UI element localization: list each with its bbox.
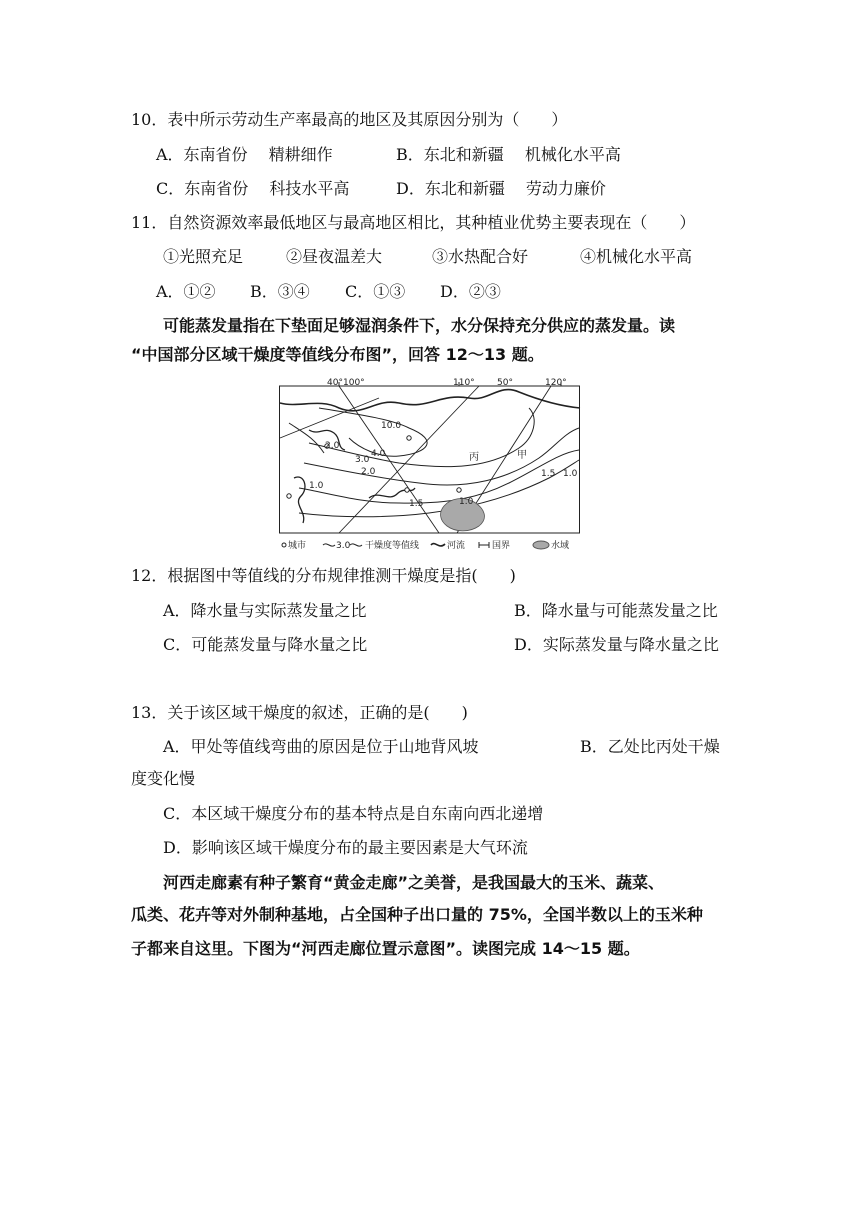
- legend-city: 城市: [288, 541, 307, 551]
- map-top-label-2: 100°: [343, 378, 365, 388]
- question-11-item-1: ①光照充足: [163, 247, 244, 266]
- legend-border: 国界: [492, 541, 511, 551]
- question-13-option-d: D．影响该区域干燥度分布的最主要因素是大气环流: [163, 838, 528, 857]
- intro-12-line-1: 可能蒸发量指在下垫面足够湿润条件下，水分保持充分供应的蒸发量。读: [163, 316, 676, 335]
- intro-14-line-3: 子都来自这里。下图为“河西走廊位置示意图”。读图完成 14～15 题。: [131, 939, 640, 958]
- question-11-item-4: ④机械化水平高: [580, 247, 693, 266]
- place-label-jia: 甲: [517, 450, 527, 461]
- map-top-label-1: 40°: [327, 378, 343, 388]
- dryness-isoline-map: [279, 378, 581, 552]
- isoline-label-2: 4.0: [371, 449, 386, 459]
- isoline-label-8: 1.0: [459, 497, 474, 507]
- question-12-option-a: A．降水量与实际蒸发量之比: [163, 601, 367, 620]
- isoline-label-4: 2.0: [325, 441, 340, 451]
- question-13-option-b: B．乙处比丙处干燥: [580, 737, 720, 756]
- question-11-item-2: ②昼夜温差大: [286, 247, 383, 266]
- map-legend: [282, 539, 569, 551]
- question-11-item-3: ③水热配合好: [432, 247, 529, 266]
- question-10-stem: 10．表中所示劳动生产率最高的地区及其原因分别为（ ）: [131, 110, 568, 129]
- question-12-option-d: D．实际蒸发量与降水量之比: [514, 635, 719, 654]
- intro-14-line-2: 瓜类、花卉等对外制种基地，占全国种子出口量的 75%，全国半数以上的玉米种: [131, 905, 703, 924]
- map-top-label-5: 120°: [545, 378, 567, 388]
- map-top-label-4: 50°: [497, 378, 513, 388]
- place-label-bing: 丙: [469, 452, 479, 463]
- question-13-option-c: C．本区域干燥度分布的基本特点是自东南向西北递增: [163, 804, 544, 823]
- question-13-stem: 13．关于该区域干燥度的叙述，正确的是( ): [131, 703, 468, 722]
- legend-water: 水域: [551, 541, 570, 551]
- intro-12-line-2: “中国部分区域干燥度等值线分布图”，回答 12～13 题。: [131, 345, 544, 364]
- question-11-option-a: A．①②: [156, 282, 216, 301]
- isoline-label-3: 3.0: [355, 455, 370, 465]
- question-12-option-b: B．降水量与可能蒸发量之比: [514, 601, 718, 620]
- legend-isoline-value: 3.0: [336, 541, 351, 551]
- question-12-option-c: C．可能蒸发量与降水量之比: [163, 635, 368, 654]
- legend-isoline: 干燥度等值线: [365, 541, 420, 551]
- question-10-option-b: B．东北和新疆 机械化水平高: [396, 145, 621, 164]
- question-10-option-a: A．东南省份 精耕细作: [156, 145, 333, 164]
- question-10-option-c: C．东南省份 科技水平高: [156, 179, 350, 198]
- map-frame: [280, 386, 580, 533]
- isoline-label-6: 1.0: [309, 481, 324, 491]
- isoline-label-1: 10.0: [381, 421, 402, 431]
- legend-river: 河流: [447, 541, 466, 551]
- question-11-option-d: D．②③: [440, 282, 501, 301]
- question-13-option-a: A．甲处等值线弯曲的原因是位于山地背风坡: [163, 737, 479, 756]
- isoline-label-10: 1.0: [563, 469, 578, 479]
- question-12-stem: 12．根据图中等值线的分布规律推测干燥度是指( ): [131, 566, 516, 585]
- question-10-option-d: D．东北和新疆 劳动力廉价: [396, 179, 606, 198]
- isoline-label-5: 2.0: [361, 467, 376, 477]
- map-top-label-3: 110°: [453, 378, 475, 388]
- question-11-option-c: C．①③: [345, 282, 406, 301]
- question-13-option-b-cont: 度变化慢: [131, 769, 196, 788]
- isoline-label-9: 1.5: [541, 469, 556, 479]
- isoline-label-7: 1.5: [409, 499, 424, 509]
- intro-14-line-1: 河西走廊素有种子繁育“黄金走廊”之美誉，是我国最大的玉米、蔬菜、: [163, 873, 665, 892]
- question-11-option-b: B．③④: [250, 282, 310, 301]
- question-11-stem: 11．自然资源效率最低地区与最高地区相比，其种植业优势主要表现在（ ）: [131, 213, 696, 232]
